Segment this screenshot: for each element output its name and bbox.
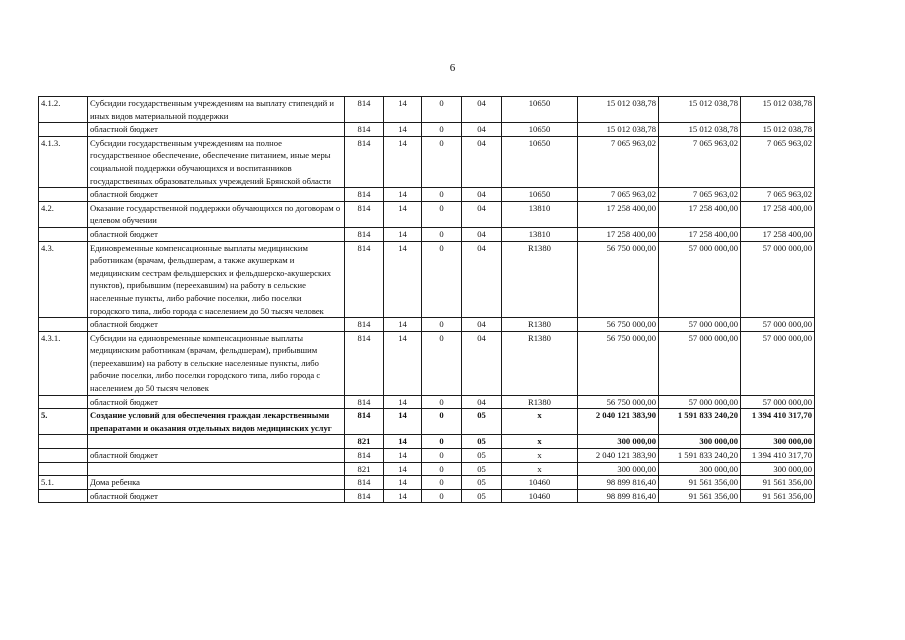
amount-year1-cell: 300 000,00 — [578, 435, 659, 449]
item-name-cell: Создание условий для обеспечения граждан лекарственными препаратами и оказания отдельных видов медицинских услуг — [88, 409, 345, 435]
code-direction-cell: 10460 — [502, 489, 578, 503]
code-subprogram-cell: 0 — [422, 489, 462, 503]
item-name-cell: областной бюджет — [88, 123, 345, 137]
code-subprogram-cell: 0 — [422, 435, 462, 449]
code-program-cell: 14 — [384, 241, 422, 318]
table-row — [39, 136, 815, 187]
code-subprogram-cell: 0 — [422, 318, 462, 332]
amount-year3-cell: 1 394 410 317,70 — [741, 449, 815, 463]
amount-year3-cell: 300 000,00 — [741, 462, 815, 476]
amount-year1-cell: 7 065 963,02 — [578, 188, 659, 202]
amount-year2-cell: 7 065 963,02 — [659, 188, 741, 202]
code-program-cell: 14 — [384, 97, 422, 123]
code-ministry-cell: 814 — [345, 188, 384, 202]
table-row — [39, 241, 815, 318]
code-subprogram-cell: 0 — [422, 409, 462, 435]
table-row — [39, 318, 815, 332]
amount-year3-cell: 7 065 963,02 — [741, 188, 815, 202]
amount-year1-cell: 2 040 121 383,90 — [578, 409, 659, 435]
amount-year3-cell: 57 000 000,00 — [741, 395, 815, 409]
row-number-cell: 4.3. — [39, 241, 88, 318]
amount-year1-cell: 17 258 400,00 — [578, 227, 659, 241]
code-program-cell: 14 — [384, 136, 422, 187]
amount-year2-cell: 15 012 038,78 — [659, 123, 741, 137]
code-subprogram-cell: 0 — [422, 97, 462, 123]
item-name-cell: Субсидии государственным учреждениям на выплату стипендий и иных видов материальной поддержки — [88, 97, 345, 123]
item-name-cell: областной бюджет — [88, 318, 345, 332]
table-row — [39, 489, 815, 503]
code-program-cell: 14 — [384, 331, 422, 395]
amount-year3-cell: 1 394 410 317,70 — [741, 409, 815, 435]
code-direction-cell: R1380 — [502, 241, 578, 318]
code-subprogram-cell: 0 — [422, 136, 462, 187]
table-row — [39, 395, 815, 409]
item-name-cell — [88, 435, 345, 449]
table-row — [39, 409, 815, 435]
amount-year3-cell: 300 000,00 — [741, 435, 815, 449]
row-number-cell — [39, 318, 88, 332]
code-direction-cell: 13810 — [502, 201, 578, 227]
code-ministry-cell: 814 — [345, 227, 384, 241]
table-row — [39, 435, 815, 449]
row-number-cell: 5. — [39, 409, 88, 435]
code-subprogram-cell: 0 — [422, 227, 462, 241]
item-name-cell: Единовременные компенсационные выплаты медицинским работникам (врачам, фельдшерам, а также акушеркам и медицинским сестрам фельдшерских и фельдшерско-акушерских пунктов), прибывшим (переехавшим) на работу в сельские населенные пункты, либо рабочие поселки, либо поселки городского типа, либо города с населением до 50 тысяч человек — [88, 241, 345, 318]
code-direction-cell: х — [502, 449, 578, 463]
amount-year3-cell: 57 000 000,00 — [741, 241, 815, 318]
amount-year2-cell: 1 591 833 240,20 — [659, 449, 741, 463]
amount-year1-cell: 2 040 121 383,90 — [578, 449, 659, 463]
table-row — [39, 201, 815, 227]
table-row — [39, 123, 815, 137]
code-subprogram-cell: 0 — [422, 462, 462, 476]
table-row — [39, 331, 815, 395]
code-event-cell: 05 — [462, 476, 502, 490]
code-ministry-cell: 821 — [345, 462, 384, 476]
item-name-cell: Субсидии на единовременные компенсационные выплаты медицинским работникам (врачам, фельдшерам), прибывшим (переехавшим) на работу в сельские населенные пункты, либо рабочие поселки, либо поселки городского типа, либо города с населением до 50 тысяч человек — [88, 331, 345, 395]
code-event-cell: 04 — [462, 136, 502, 187]
code-ministry-cell: 814 — [345, 318, 384, 332]
code-direction-cell: R1380 — [502, 331, 578, 395]
code-direction-cell: х — [502, 462, 578, 476]
amount-year3-cell: 91 561 356,00 — [741, 489, 815, 503]
code-event-cell: 05 — [462, 435, 502, 449]
code-subprogram-cell: 0 — [422, 123, 462, 137]
amount-year2-cell: 1 591 833 240,20 — [659, 409, 741, 435]
amount-year2-cell: 91 561 356,00 — [659, 476, 741, 490]
code-program-cell: 14 — [384, 449, 422, 463]
code-program-cell: 14 — [384, 435, 422, 449]
row-number-cell — [39, 395, 88, 409]
code-subprogram-cell: 0 — [422, 188, 462, 202]
code-event-cell: 05 — [462, 409, 502, 435]
amount-year2-cell: 57 000 000,00 — [659, 241, 741, 318]
code-direction-cell: 10460 — [502, 476, 578, 490]
code-subprogram-cell: 0 — [422, 476, 462, 490]
amount-year1-cell: 56 750 000,00 — [578, 318, 659, 332]
table-row — [39, 462, 815, 476]
item-name-cell: областной бюджет — [88, 227, 345, 241]
table-row — [39, 97, 815, 123]
row-number-cell: 4.2. — [39, 201, 88, 227]
code-ministry-cell: 814 — [345, 409, 384, 435]
item-name-cell: областной бюджет — [88, 449, 345, 463]
code-program-cell: 14 — [384, 318, 422, 332]
code-direction-cell: 10650 — [502, 97, 578, 123]
code-program-cell: 14 — [384, 227, 422, 241]
code-event-cell: 04 — [462, 201, 502, 227]
item-name-cell: Дома ребенка — [88, 476, 345, 490]
code-ministry-cell: 814 — [345, 476, 384, 490]
code-event-cell: 05 — [462, 462, 502, 476]
row-number-cell — [39, 188, 88, 202]
code-event-cell: 04 — [462, 227, 502, 241]
code-program-cell: 14 — [384, 409, 422, 435]
amount-year1-cell: 98 899 816,40 — [578, 476, 659, 490]
code-direction-cell: 10650 — [502, 188, 578, 202]
item-name-cell — [88, 462, 345, 476]
amount-year1-cell: 56 750 000,00 — [578, 395, 659, 409]
table-row — [39, 449, 815, 463]
code-program-cell: 14 — [384, 476, 422, 490]
row-number-cell — [39, 449, 88, 463]
amount-year1-cell: 98 899 816,40 — [578, 489, 659, 503]
row-number-cell: 5.1. — [39, 476, 88, 490]
amount-year2-cell: 57 000 000,00 — [659, 395, 741, 409]
amount-year1-cell: 56 750 000,00 — [578, 331, 659, 395]
amount-year3-cell: 15 012 038,78 — [741, 97, 815, 123]
code-event-cell: 04 — [462, 318, 502, 332]
amount-year2-cell: 300 000,00 — [659, 462, 741, 476]
code-event-cell: 04 — [462, 188, 502, 202]
amount-year3-cell: 57 000 000,00 — [741, 318, 815, 332]
amount-year3-cell: 15 012 038,78 — [741, 123, 815, 137]
code-event-cell: 04 — [462, 395, 502, 409]
amount-year1-cell: 7 065 963,02 — [578, 136, 659, 187]
item-name-cell: областной бюджет — [88, 188, 345, 202]
row-number-cell — [39, 123, 88, 137]
item-name-cell: областной бюджет — [88, 395, 345, 409]
table-row — [39, 227, 815, 241]
amount-year3-cell: 17 258 400,00 — [741, 201, 815, 227]
code-program-cell: 14 — [384, 188, 422, 202]
amount-year2-cell: 57 000 000,00 — [659, 318, 741, 332]
item-name-cell: Субсидии государственным учреждениям на полное государственное обеспечение, обеспечение питанием, иные меры социальной поддержки обучающихся и воспитанников государственных образовательных учреждений Брянской области — [88, 136, 345, 187]
row-number-cell — [39, 489, 88, 503]
code-ministry-cell: 814 — [345, 395, 384, 409]
code-direction-cell: х — [502, 409, 578, 435]
row-number-cell — [39, 435, 88, 449]
code-direction-cell: 10650 — [502, 136, 578, 187]
item-name-cell: областной бюджет — [88, 489, 345, 503]
code-ministry-cell: 814 — [345, 449, 384, 463]
code-ministry-cell: 814 — [345, 136, 384, 187]
code-program-cell: 14 — [384, 123, 422, 137]
code-direction-cell: R1380 — [502, 395, 578, 409]
amount-year3-cell: 7 065 963,02 — [741, 136, 815, 187]
amount-year1-cell: 56 750 000,00 — [578, 241, 659, 318]
amount-year1-cell: 300 000,00 — [578, 462, 659, 476]
row-number-cell — [39, 227, 88, 241]
code-direction-cell: х — [502, 435, 578, 449]
code-event-cell: 04 — [462, 97, 502, 123]
amount-year3-cell: 17 258 400,00 — [741, 227, 815, 241]
amount-year2-cell: 17 258 400,00 — [659, 201, 741, 227]
amount-year2-cell: 17 258 400,00 — [659, 227, 741, 241]
code-program-cell: 14 — [384, 395, 422, 409]
amount-year3-cell: 57 000 000,00 — [741, 331, 815, 395]
amount-year1-cell: 17 258 400,00 — [578, 201, 659, 227]
code-event-cell: 04 — [462, 123, 502, 137]
amount-year1-cell: 15 012 038,78 — [578, 97, 659, 123]
code-event-cell: 04 — [462, 331, 502, 395]
item-name-cell: Оказание государственной поддержки обучающихся по договорам о целевом обучении — [88, 201, 345, 227]
amount-year2-cell: 57 000 000,00 — [659, 331, 741, 395]
code-event-cell: 05 — [462, 449, 502, 463]
code-direction-cell: 10650 — [502, 123, 578, 137]
code-ministry-cell: 814 — [345, 201, 384, 227]
code-subprogram-cell: 0 — [422, 201, 462, 227]
row-number-cell — [39, 462, 88, 476]
code-ministry-cell: 814 — [345, 97, 384, 123]
code-subprogram-cell: 0 — [422, 241, 462, 318]
amount-year2-cell: 91 561 356,00 — [659, 489, 741, 503]
code-ministry-cell: 814 — [345, 123, 384, 137]
code-subprogram-cell: 0 — [422, 449, 462, 463]
table-row — [39, 476, 815, 490]
code-event-cell: 04 — [462, 241, 502, 318]
row-number-cell: 4.3.1. — [39, 331, 88, 395]
code-subprogram-cell: 0 — [422, 331, 462, 395]
row-number-cell: 4.1.3. — [39, 136, 88, 187]
amount-year3-cell: 91 561 356,00 — [741, 476, 815, 490]
code-subprogram-cell: 0 — [422, 395, 462, 409]
budget-table — [38, 96, 815, 503]
table-row — [39, 188, 815, 202]
amount-year2-cell: 15 012 038,78 — [659, 97, 741, 123]
code-direction-cell: 13810 — [502, 227, 578, 241]
amount-year2-cell: 300 000,00 — [659, 435, 741, 449]
code-ministry-cell: 814 — [345, 489, 384, 503]
row-number-cell: 4.1.2. — [39, 97, 88, 123]
code-program-cell: 14 — [384, 489, 422, 503]
code-program-cell: 14 — [384, 462, 422, 476]
code-program-cell: 14 — [384, 201, 422, 227]
amount-year2-cell: 7 065 963,02 — [659, 136, 741, 187]
code-ministry-cell: 814 — [345, 331, 384, 395]
code-direction-cell: R1380 — [502, 318, 578, 332]
code-ministry-cell: 814 — [345, 241, 384, 318]
code-ministry-cell: 821 — [345, 435, 384, 449]
page-number: 6 — [449, 62, 456, 74]
code-event-cell: 05 — [462, 489, 502, 503]
amount-year1-cell: 15 012 038,78 — [578, 123, 659, 137]
